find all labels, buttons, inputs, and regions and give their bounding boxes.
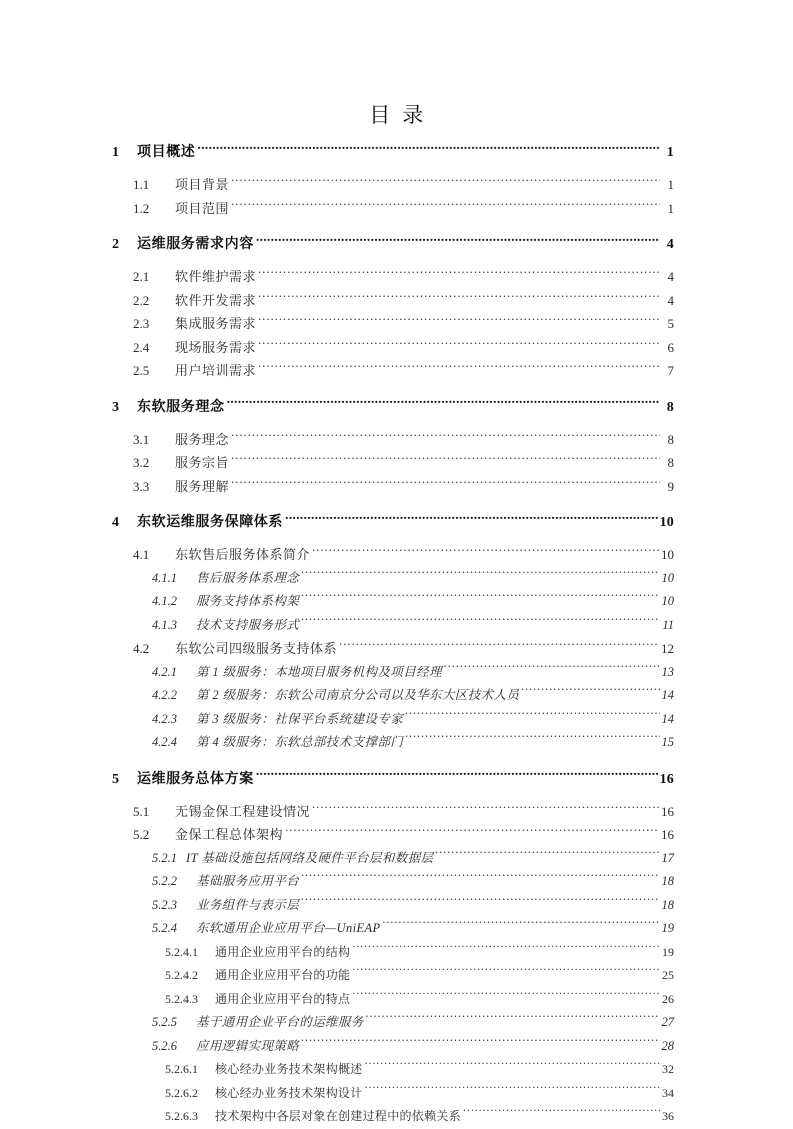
toc-entry-number: 5.1 [133, 803, 150, 819]
toc-entry-page-number: 10 [659, 515, 674, 530]
toc-entry-page-number: 19 [662, 944, 674, 959]
toc-entry-number: 5.2.4 [152, 921, 177, 935]
toc-dot-leader [258, 315, 660, 328]
toc-entry-level-1[interactable] [112, 234, 674, 255]
toc-entry-level-3[interactable] [152, 731, 674, 755]
toc-dot-leader [366, 1014, 660, 1027]
toc-entry-level-3[interactable] [152, 661, 674, 685]
toc-entry-level-3[interactable] [152, 684, 674, 708]
toc-dot-leader [231, 176, 660, 189]
toc-dot-leader [339, 640, 659, 653]
toc-entry-page-number: 32 [662, 1062, 674, 1076]
toc-entry-level-2[interactable] [133, 173, 674, 197]
toc-dot-leader [463, 1108, 660, 1120]
toc-entry-label: 东软服务理念 [137, 399, 225, 415]
toc-entry-label: 技术支持服务形式 [196, 617, 300, 632]
toc-entry-page-number: 36 [662, 1109, 674, 1123]
toc-dot-leader [285, 826, 659, 839]
toc-entry-number: 4.1.2 [152, 594, 177, 608]
toc-entry-level-4[interactable] [165, 1058, 674, 1082]
toc-entry-level-1[interactable] [112, 769, 674, 790]
toc-entry-label: 服务支持体系构架 [196, 594, 300, 608]
toc-entry-number: 3.3 [133, 478, 150, 494]
toc-entry-page-number: 16 [661, 827, 674, 842]
toc-entry-label: 业务组件与表示层 [196, 897, 300, 912]
toc-entry-page-number: 19 [661, 921, 674, 935]
toc-dot-leader [231, 478, 660, 491]
toc-entry-level-1[interactable] [112, 512, 674, 533]
toc-entry-label: 通用企业应用平台的结构 [215, 944, 351, 959]
toc-entry-label: 服务理解 [175, 478, 230, 494]
toc-entry-number: 2.5 [133, 363, 150, 378]
toc-entry-page-number: 4 [667, 292, 674, 308]
toc-entry-label: 金保工程总体架构 [175, 827, 284, 842]
toc-entry-number: 5.2 [133, 827, 150, 842]
toc-entry-number: 5.2.5 [152, 1015, 177, 1029]
toc-entry-page-number: 18 [661, 897, 674, 912]
toc-entry-level-2[interactable] [133, 359, 674, 383]
toc-entry-label: 项目概述 [137, 145, 196, 160]
toc-entry-label: 服务宗旨 [175, 455, 230, 470]
toc-entry-level-2[interactable] [133, 289, 674, 313]
toc-entry-level-1[interactable] [112, 142, 674, 163]
toc-dot-leader [301, 569, 659, 582]
toc-entry-number: 4.2.3 [152, 711, 177, 726]
toc-entry-label: 运维服务需求内容 [137, 237, 254, 252]
toc-entry-number: 1 [112, 145, 120, 160]
toc-entry-level-4[interactable] [165, 941, 674, 965]
toc-entry-label: 东软售后服务体系简介 [175, 547, 311, 562]
toc-dot-leader [301, 896, 659, 909]
toc-dot-leader [231, 200, 660, 213]
toc-entry-number: 5.2.4.3 [165, 991, 198, 1006]
toc-entry-label: 基于通用企业平台的运维服务 [196, 1015, 364, 1029]
toc-entry-number: 4.1.3 [152, 617, 177, 632]
toc-dot-leader [444, 663, 660, 676]
toc-entry-level-2[interactable] [133, 451, 674, 475]
toc-dot-leader [521, 687, 659, 700]
toc-entry-label: 服务理念 [175, 431, 230, 447]
toc-entry-number: 5.2.6 [152, 1038, 177, 1053]
toc-entry-level-2[interactable] [133, 637, 674, 661]
toc-entry-page-number: 13 [661, 664, 674, 679]
toc-entry-number: 5.2.4.2 [165, 968, 198, 982]
toc-entry-page-number: 10 [661, 594, 674, 608]
toc-entry-page-number: 4 [666, 237, 674, 252]
toc-entry-level-2[interactable] [133, 265, 674, 289]
toc-entry-number: 4.1.1 [152, 570, 177, 585]
toc-dot-leader [365, 1085, 660, 1097]
toc-entry-page-number: 28 [661, 1038, 674, 1053]
toc-entry-number: 2.4 [133, 339, 150, 355]
toc-entry-page-number: 10 [661, 570, 674, 585]
toc-entry-label: 技术架构中各层对象在创建过程中的依赖关系 [215, 1109, 462, 1123]
toc-entry-level-2[interactable] [133, 197, 674, 221]
toc-entry-level-2[interactable] [133, 543, 674, 567]
toc-entry-page-number: 1 [666, 145, 674, 160]
toc-entry-page-number: 7 [667, 363, 674, 378]
toc-entry-label: IT 基础设施包括网络及硬件平台层和数据层 [186, 850, 434, 865]
toc-entry-page-number: 10 [661, 547, 674, 562]
toc-entry-label: 东软运维服务保障体系 [137, 515, 283, 530]
toc-entry-number: 5.2.6.2 [165, 1085, 198, 1100]
toc-dot-leader [435, 849, 659, 862]
toc-entry-page-number: 9 [667, 478, 674, 494]
toc-entry-level-4[interactable] [165, 988, 674, 1012]
toc-entry-label: 软件开发需求 [175, 292, 257, 308]
toc-entry-level-2[interactable] [133, 428, 674, 452]
toc-entry-label: 软件维护需求 [175, 269, 257, 284]
toc-entry-number: 3.1 [133, 431, 150, 447]
toc-entry-page-number: 16 [659, 771, 674, 787]
toc-entry-level-2[interactable] [133, 336, 674, 360]
toc-entry-label: 第 4 级服务：东软总部技术支撑部门 [196, 735, 404, 749]
toc-entry-level-3[interactable] [152, 1011, 674, 1035]
toc-dot-leader [301, 1037, 659, 1050]
toc-dot-leader [301, 593, 659, 606]
toc-entry-page-number: 4 [667, 269, 674, 284]
toc-entry-number: 5 [112, 771, 120, 787]
toc-dot-leader [227, 397, 660, 411]
toc-entry-level-3[interactable] [152, 870, 674, 894]
toc-entry-page-number: 25 [662, 968, 674, 982]
toc-entry-page-number: 6 [667, 339, 674, 355]
toc-dot-leader [365, 1061, 660, 1073]
toc-entry-label: 现场服务需求 [175, 339, 257, 355]
toc-entry-level-3[interactable] [152, 567, 674, 591]
toc-entry-number: 4.2.2 [152, 688, 177, 702]
toc-entry-label: 运维服务总体方案 [137, 771, 254, 787]
toc-dot-leader [258, 362, 660, 375]
toc-entry-label: 核心经办业务技术架构设计 [215, 1085, 363, 1100]
toc-entry-number: 2 [112, 237, 120, 252]
toc-dot-leader [258, 292, 660, 305]
toc-entry-number: 4.1 [133, 547, 150, 562]
toc-dot-leader [405, 710, 659, 723]
toc-entry-level-3[interactable] [152, 590, 674, 614]
toc-dot-leader [352, 944, 660, 956]
toc-dot-leader [197, 142, 660, 156]
toc-entry-number: 5.2.3 [152, 897, 177, 912]
toc-entry-level-2[interactable] [133, 475, 674, 499]
toc-entry-label: 通用企业应用平台的特点 [215, 991, 351, 1006]
toc-entry-number: 4.2.1 [152, 664, 177, 679]
toc-entry-page-number: 12 [661, 641, 674, 656]
toc-entry-number: 5.2.6.3 [165, 1109, 198, 1123]
toc-entry-number: 5.2.2 [152, 874, 177, 888]
toc-entry-number: 5.2.1 [152, 850, 177, 865]
toc-dot-leader [352, 967, 660, 979]
toc-entry-page-number: 14 [661, 688, 674, 702]
toc-entry-label: 通用企业应用平台的功能 [215, 968, 351, 982]
toc-entry-level-3[interactable] [152, 917, 674, 941]
toc-entry-page-number: 18 [661, 874, 674, 888]
toc-entry-number: 4.2.4 [152, 735, 177, 749]
toc-entry-label: 项目背景 [175, 177, 230, 192]
toc-entry-number: 3 [112, 399, 120, 415]
toc-entry-level-3[interactable] [152, 708, 674, 732]
toc-entry-level-1[interactable] [112, 397, 674, 418]
toc-entry-page-number: 1 [667, 200, 674, 216]
toc-entry-page-number: 8 [667, 431, 674, 447]
toc-entry-number: 2.2 [133, 292, 150, 308]
toc-dot-leader [231, 431, 660, 444]
toc-entry-page-number: 8 [666, 399, 674, 415]
toc-dot-leader [301, 616, 660, 629]
toc-entry-number: 3.2 [133, 455, 150, 470]
toc-entry-level-3[interactable] [152, 894, 674, 918]
toc-entry-level-2[interactable] [133, 800, 674, 824]
toc-dot-leader [256, 769, 658, 783]
toc-dot-leader [258, 268, 660, 281]
toc-dot-leader [285, 512, 658, 526]
toc-entry-level-4[interactable] [165, 1105, 674, 1129]
toc-entry-label: 第 2 级服务：东软公司南京分公司以及华东大区技术人员 [196, 688, 520, 702]
toc-entry-number: 1.2 [133, 200, 150, 216]
toc-entry-level-4[interactable] [165, 1082, 674, 1106]
toc-entry-label: 东软公司四级服务支持体系 [175, 641, 338, 656]
toc-entry-label: 项目范围 [175, 200, 230, 216]
toc-entry-label: 售后服务体系理念 [196, 570, 300, 585]
toc-entry-number: 2.3 [133, 316, 150, 331]
toc-entry-page-number: 8 [667, 455, 674, 470]
toc-entry-page-number: 15 [661, 735, 674, 749]
toc-dot-leader [256, 234, 660, 248]
toc-entry-page-number: 1 [667, 177, 674, 192]
toc-entry-number: 2.1 [133, 269, 150, 284]
toc-dot-leader [312, 546, 659, 559]
toc-entry-level-3[interactable] [152, 1035, 674, 1059]
toc-dot-leader [405, 734, 659, 747]
toc-dot-leader [231, 454, 660, 467]
toc-entry-label: 集成服务需求 [175, 316, 257, 331]
toc-entry-label: 应用逻辑实现策略 [196, 1038, 300, 1053]
toc-entry-number: 4 [112, 515, 120, 530]
toc-entry-page-number: 5 [667, 316, 674, 331]
table-of-contents [112, 142, 674, 1129]
toc-dot-leader [312, 803, 659, 816]
toc-entry-page-number: 11 [662, 617, 674, 632]
toc-entry-label: 第 3 级服务：社保平台系统建设专家 [196, 711, 404, 726]
toc-entry-number: 5.2.4.1 [165, 944, 198, 959]
toc-dot-leader [383, 920, 660, 933]
toc-entry-level-3[interactable] [152, 614, 674, 638]
toc-entry-page-number: 14 [661, 711, 674, 726]
toc-entry-page-number: 27 [661, 1015, 674, 1029]
toc-entry-label: 用户培训需求 [175, 363, 257, 378]
toc-dot-leader [301, 873, 659, 886]
toc-entry-number: 4.2 [133, 641, 150, 656]
toc-entry-level-2[interactable] [133, 823, 674, 847]
toc-entry-label: 第 1 级服务：本地项目服务机构及项目经理 [196, 664, 442, 679]
toc-entry-label: 东软通用企业应用平台—UniEAP [196, 921, 381, 935]
toc-dot-leader [352, 991, 660, 1003]
toc-entry-label: 核心经办业务技术架构概述 [215, 1062, 363, 1076]
toc-dot-leader [258, 339, 660, 352]
toc-entry-label: 无锡金保工程建设情况 [175, 803, 311, 819]
toc-entry-page-number: 16 [661, 803, 674, 819]
toc-entry-number: 5.2.6.1 [165, 1062, 198, 1076]
toc-entry-page-number: 17 [661, 850, 674, 865]
toc-entry-number: 1.1 [133, 177, 150, 192]
toc-entry-level-3[interactable] [152, 847, 674, 871]
toc-entry-label: 基础服务应用平台 [196, 874, 300, 888]
toc-entry-level-2[interactable] [133, 312, 674, 336]
toc-entry-page-number: 26 [662, 991, 674, 1006]
toc-entry-page-number: 34 [662, 1085, 674, 1100]
toc-entry-level-4[interactable] [165, 964, 674, 988]
page-title: 目 录 [369, 103, 424, 127]
